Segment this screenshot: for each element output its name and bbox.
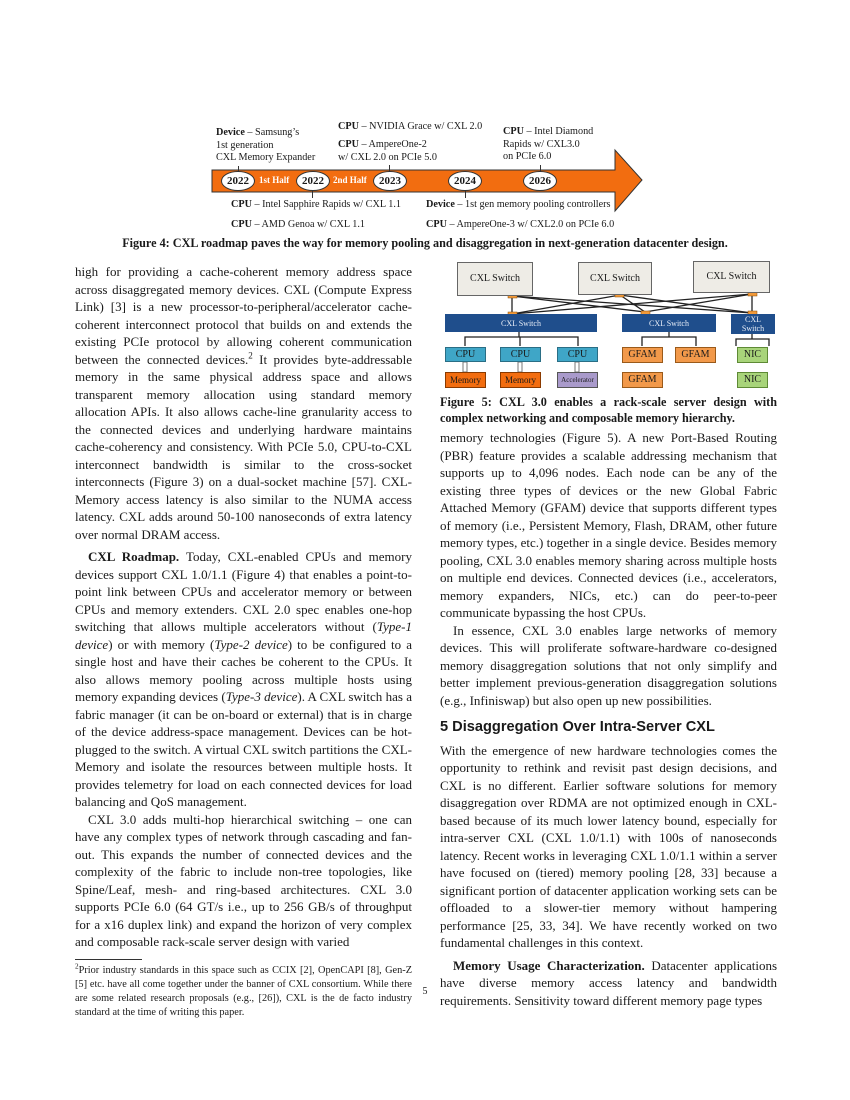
text-run: Prior industry standards in this space such as CCIX [2], OpenCAPI [8], Gen-Z [5] etc. have all come together under the banner of CXL consortium. While there are some related research proposals (e.g., [26]), CXL is the de facto industry standard at the time of writing this paper. [75, 964, 412, 1018]
year-2024: 2024 [448, 171, 482, 191]
nic-box: NIC [737, 372, 768, 388]
text-run: ) to be configured to a single host and have their caches be coherent to the CPUs. It also allows memory pooling across multiple hosts using memory expanding devices ( [75, 636, 413, 704]
footnote-marker: 2 [248, 350, 253, 361]
footnote [75, 964, 412, 1020]
text-run: Datacenter applications have diverse memory access latency and bandwidth requirements. Sensitivity toward different memory page types [440, 957, 778, 1008]
footnote-rule [75, 959, 142, 960]
cpu-box: CPU [500, 347, 541, 362]
cxl-switch-gfam: CXL Switch [622, 314, 716, 332]
accelerator-box: Accelerator [557, 372, 598, 388]
cpu-box: CPU [445, 347, 486, 362]
milestone-nvidia: CPU – NVIDIA Grace w/ CXL 2.0 [338, 121, 483, 132]
milestone-intel-diamond: CPU – Intel Diamond Rapids w/ CXL3.0 on PCIe 6.0 [503, 126, 594, 163]
milestone-samsung: Device – Samsung’s 1st generation CXL Memory Expander [216, 127, 316, 164]
cxl-switch-top-1: CXL Switch [457, 262, 533, 296]
right-column [440, 395, 777, 1009]
footnote-marker: 2 [75, 962, 79, 971]
text-run: With the emergence of new hardware technologies comes the opportunity to rethink and revisit past design decisions, and CXL is no different. Earlier software solutions for memory disaggregation over RDMA are not optimized enough in CXL-based because of its much lower latency bound, especially for intra-server CXL (CXL 1.0/1.1) with 100s of nanoseconds latency. Recent works in leveraging CXL 1.0/1.1 within a server have focused on (tiered) memory pooling [28, 33] because a significant portion of datacenter application working sets can be offloaded to a slower-tier memory without hampering performance [25, 33, 34]. We have recently worked on two fundamental challenges in this context. [440, 742, 777, 950]
text-run: Type-3 device [225, 689, 298, 704]
paragraph [75, 811, 412, 951]
section-heading: 5 Disaggregation Over Intra-Server CXL [440, 719, 715, 735]
text-run: CXL 3.0 adds multi-hop hierarchical switching – one can have any complex types of network through cascading and fan-out. This expands the number of connected devices and the complexity of the fabric to include non-tree topologies, like Spine/Leaf, mesh- and ring-based architectures. CXL 3.0 supports PCIe 6.0 (64 GT/s i.e., up to 256 GB/s of throughput for a x16 duplex link) and expand the horizon of very complex and composable rack-scale server design with varied [75, 811, 412, 949]
page-number: 5 [422, 986, 428, 997]
memory-box: Memory [445, 372, 486, 388]
text-run: ) or with memory ( [108, 636, 215, 652]
figure-4-caption: Figure 4: CXL roadmap paves the way for memory pooling and disaggregation in next-generation datacenter design. [122, 236, 728, 250]
paragraph [440, 622, 777, 710]
milestone-ampereone-2: CPU – AmpereOne-2 w/ CXL 2.0 on PCIe 5.0 [338, 139, 437, 163]
second-half-label: 2nd Half [333, 175, 367, 185]
milestone-sapphire: CPU – Intel Sapphire Rapids w/ CXL 1.1 [231, 199, 401, 210]
gfam-box: GFAM [622, 372, 663, 388]
paragraph [440, 429, 777, 622]
year-2023: 2023 [373, 171, 407, 191]
text-run: It provides byte-addressable memory in the same physical address space and allows transparent memory allocation using standard memory allocation APIs. It also allows cache-line granularity access to the connected devices and underlying hardware maintains cache-coherency and consistency. With PCIe 5.0, CPU-to-CXL interconnect bandwidth is similar to the cross-socket interconnects (Figure 3) on a dual-socket machine [57]. CXL-Memory access latency is also similar to the NUMA access latency. CXL adds around 50-100 nanoseconds of extra latency over normal DRAM access. [75, 351, 412, 542]
cxl-switch-nic: CXL Switch [731, 314, 775, 334]
gfam-box: GFAM [622, 347, 663, 363]
text-run: Type-2 device [214, 636, 288, 652]
paragraph-heading: CXL Roadmap. [88, 549, 180, 564]
left-column [75, 263, 412, 1020]
milestone-ampereone-3: CPU – AmpereOne-3 w/ CXL2.0 on PCIe 6.0 [426, 219, 615, 230]
first-half-label: 1st Half [259, 175, 290, 185]
paragraph [75, 548, 412, 811]
text-run: Type-1 device [75, 619, 412, 652]
text-run: Today, CXL-enabled CPUs and memory devices support CXL 1.0/1.1 (Figure 4) that enables a point-to-point link between CPUs and accelerator memory or between CPUs and memory extenders. CXL 2.0 spec enables one-hop switching that allows multiple accelerators without ( [75, 549, 412, 634]
cxl-switch-compute: CXL Switch [445, 314, 597, 332]
text-run: ). A CXL switch has a fabric manager (it can be on-board or external) that is in charge of the device address-space management. Devices can be hot-plugged to the switch. A virtual CXL switch partitions the CXL-Memory and isolate the resources between multiple hosts. It provides telemetry for load on each connected devices for load balancing and QoS management. [75, 689, 412, 809]
text-run: memory technologies (Figure 5). A new Port-Based Routing (PBR) feature provides a scalable addressing mechanism that supports up to 4,096 nodes. Each node can be any of the existing three types of devices or the new Global Fabric Attached Memory (GFAM) device that supports different types of memory (i.e., Persistent Memory, Flash, DRAM, other future memory types, etc.) together in a single device. Besides memory pooling, CXL 3.0 enables memory sharing across multiple hosts on multiple end devices. Connected devices (i.e., accelerators, memory expanders, NICs, etc.) can do peer-to-peer communicate bypassing the host CPUs. [440, 430, 777, 620]
right-column-body [440, 429, 777, 1009]
figure-5-caption: Figure 5: CXL 3.0 enables a rack-scale server design with complex networking and composable memory hierarchy. [440, 395, 777, 425]
cxl-switch-top-2: CXL Switch [578, 262, 652, 295]
paragraph [440, 957, 777, 1010]
left-column-body [75, 263, 412, 951]
year-2022-first: 2022 [221, 171, 255, 191]
milestone-genoa: CPU – AMD Genoa w/ CXL 1.1 [231, 219, 366, 230]
milestone-pooling: Device – 1st gen memory pooling controllers [426, 199, 611, 210]
text-run: high for providing a cache-coherent memory address space across disaggregated memory devices. CXL (Compute Express Link) [3] is a new processor-to-peripheral/accelerator cache-coherent interconnect protocol that builds on and extends the existing PCIe protocol by allowing coherent communication between the connected devices. [75, 264, 412, 367]
nic-box: NIC [737, 347, 768, 363]
year-2026: 2026 [523, 171, 557, 191]
paragraph [75, 263, 412, 543]
year-2022-second: 2022 [296, 171, 330, 191]
text-run: In essence, CXL 3.0 enables large networks of memory devices. This will proliferate software-hardware co-designed memory disaggregation solutions that not only simplify and better implement previous-generation disaggregation solutions (e.g., Infiniswap) but also open up new possibilities. [440, 622, 777, 708]
cpu-box: CPU [557, 347, 598, 362]
paragraph-heading: Memory Usage Characterization. [453, 957, 645, 973]
paragraph [440, 742, 777, 952]
memory-box: Memory [500, 372, 541, 388]
gfam-box: GFAM [675, 347, 716, 363]
cxl-switch-top-3: CXL Switch [693, 261, 770, 293]
